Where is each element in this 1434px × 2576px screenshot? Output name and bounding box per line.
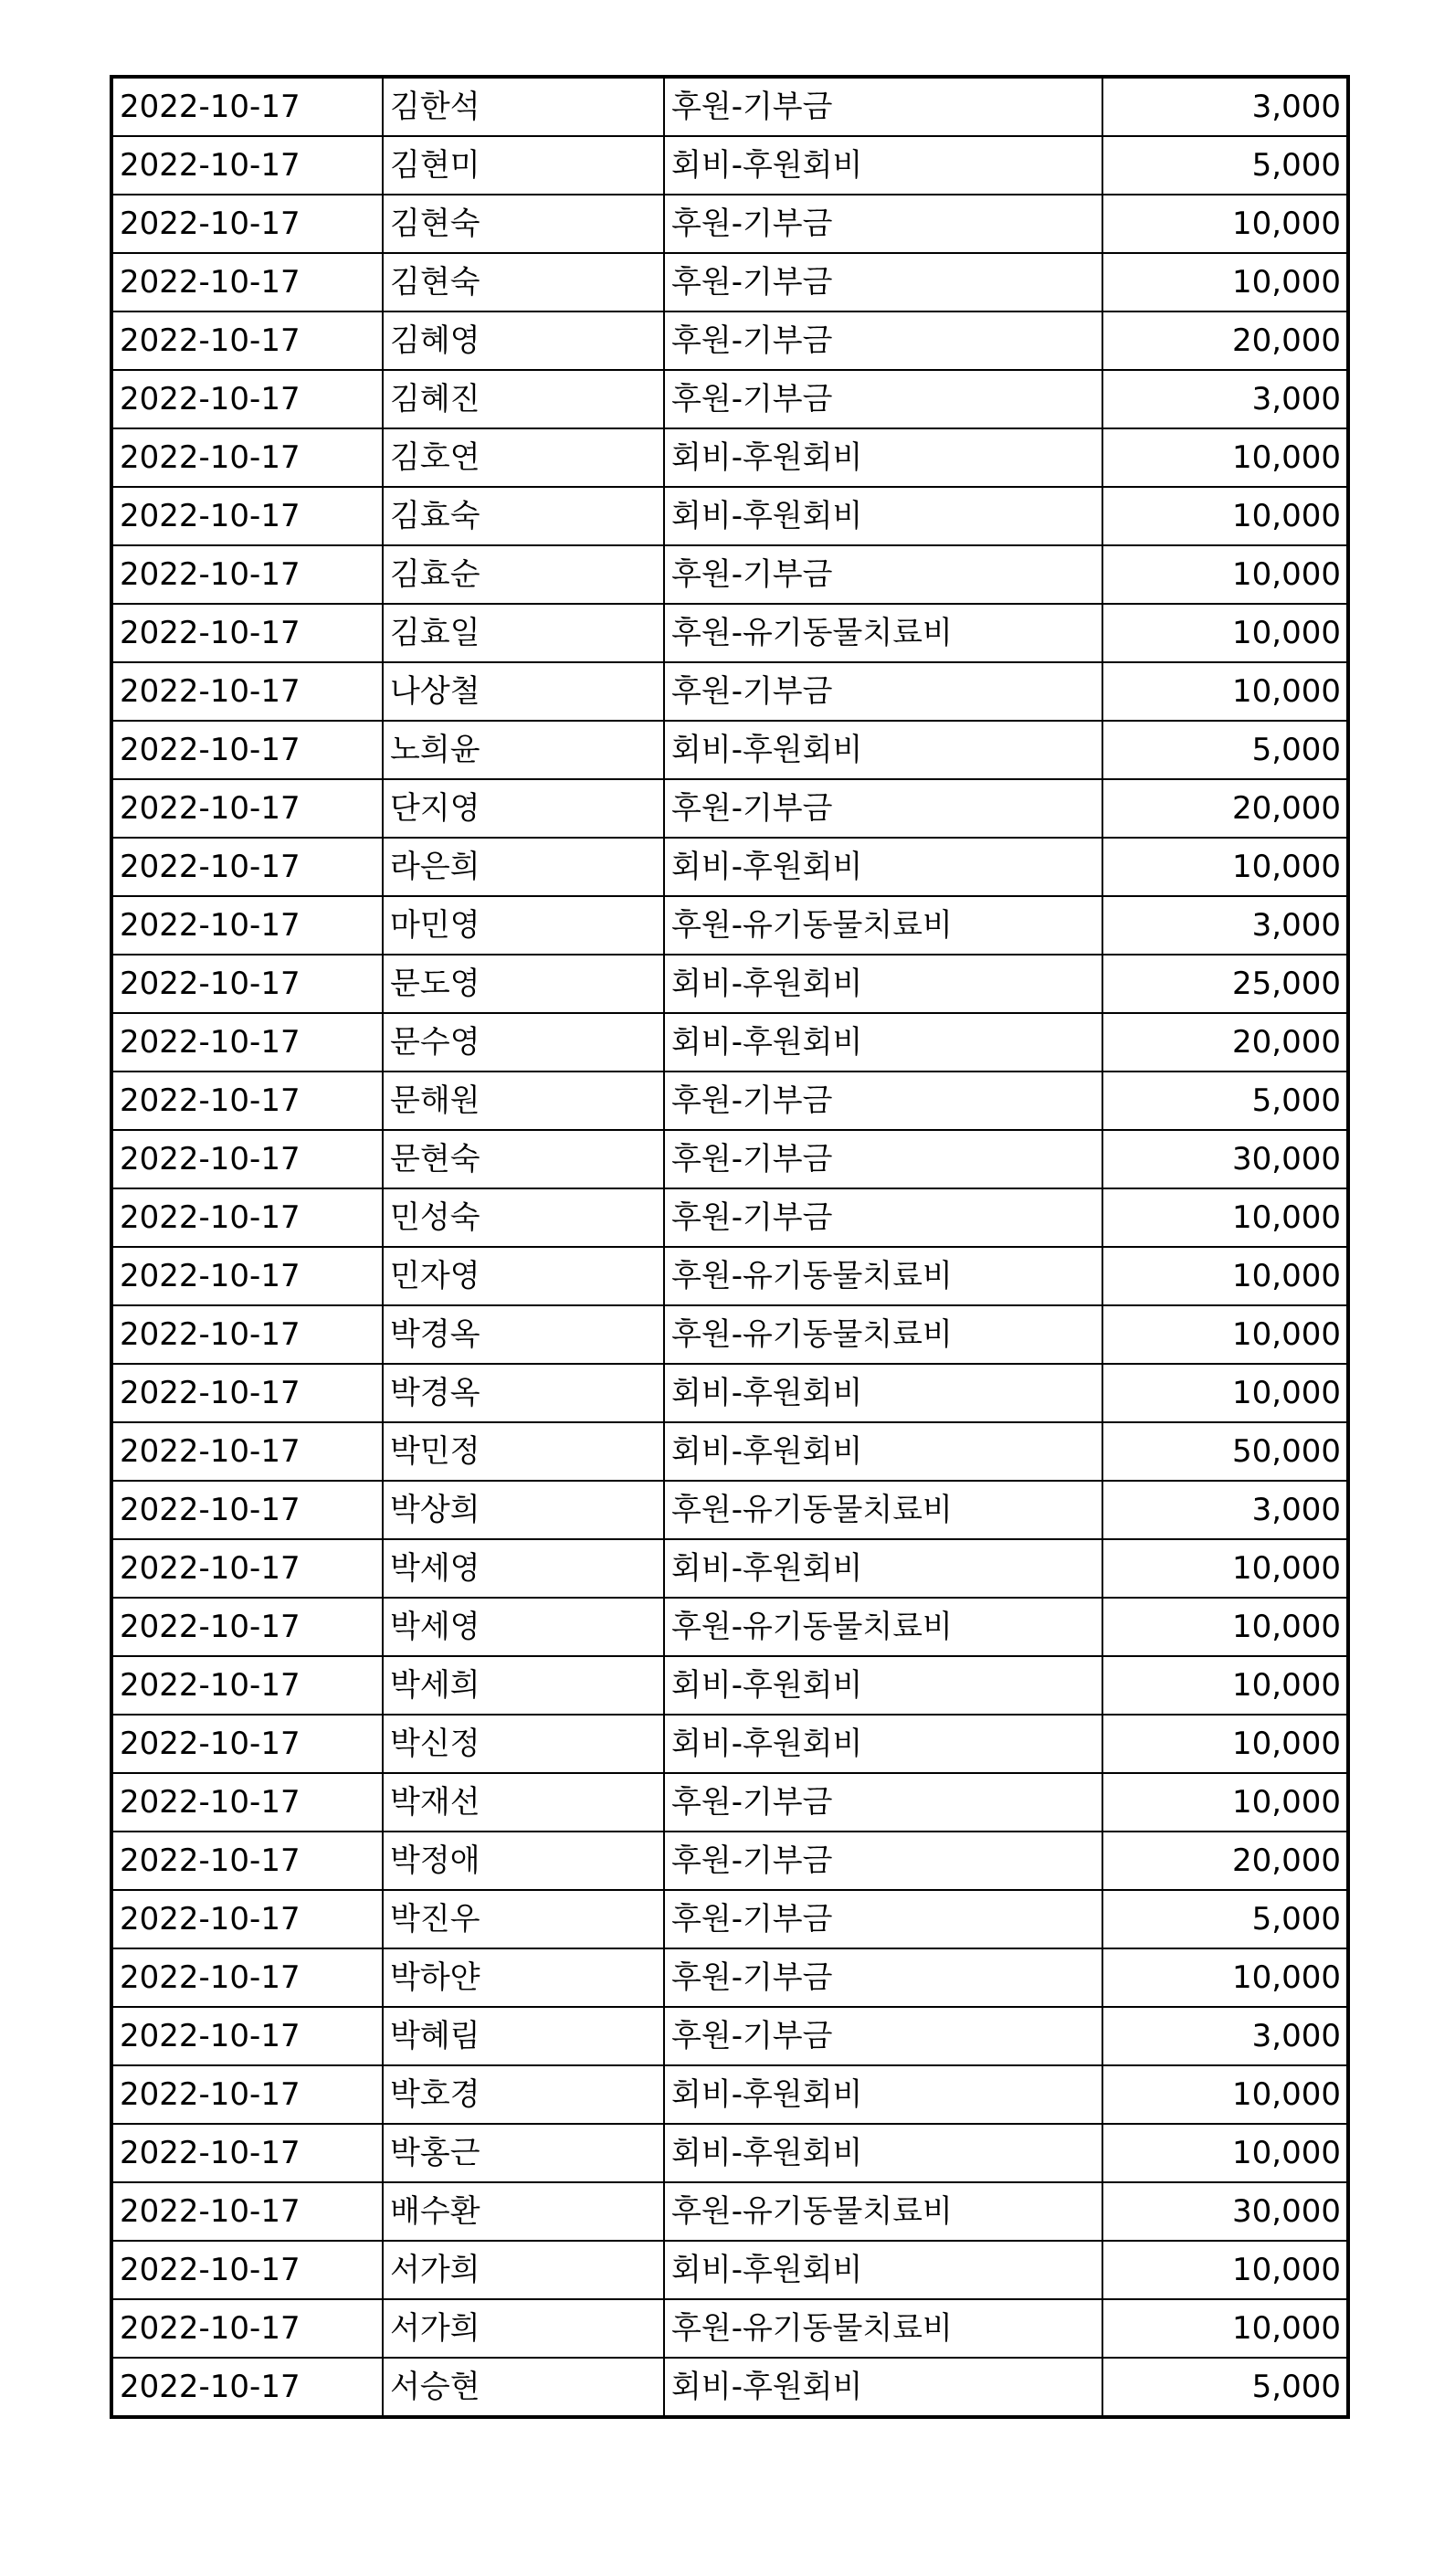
category-cell: 후원-유기동물치료비 — [664, 604, 1102, 662]
date-cell: 2022-10-17 — [111, 2299, 383, 2358]
category-cell: 회비-후원회비 — [664, 2358, 1102, 2417]
table-row — [111, 2358, 1348, 2417]
amount-cell: 20,000 — [1102, 779, 1348, 838]
category-cell: 회비-후원회비 — [664, 487, 1102, 545]
name-cell: 박정애 — [383, 1832, 664, 1890]
date-cell: 2022-10-17 — [111, 487, 383, 545]
category-cell: 후원-기부금 — [664, 779, 1102, 838]
amount-cell: 20,000 — [1102, 1013, 1348, 1072]
category-cell: 회비-후원회비 — [664, 1013, 1102, 1072]
name-cell: 민자영 — [383, 1247, 664, 1305]
name-cell: 박재선 — [383, 1773, 664, 1832]
table-row — [111, 1890, 1348, 1948]
category-cell: 후원-유기동물치료비 — [664, 1305, 1102, 1364]
donation-ledger-table — [110, 75, 1350, 2419]
amount-cell: 20,000 — [1102, 311, 1348, 370]
amount-cell: 10,000 — [1102, 604, 1348, 662]
category-cell: 회비-후원회비 — [664, 1364, 1102, 1422]
table-row — [111, 1773, 1348, 1832]
amount-cell: 10,000 — [1102, 2065, 1348, 2124]
name-cell: 박신정 — [383, 1715, 664, 1773]
category-cell: 회비-후원회비 — [664, 721, 1102, 779]
table-row — [111, 2182, 1348, 2241]
category-cell: 후원-기부금 — [664, 1890, 1102, 1948]
date-cell: 2022-10-17 — [111, 1481, 383, 1539]
table-row — [111, 1832, 1348, 1890]
date-cell: 2022-10-17 — [111, 1948, 383, 2007]
date-cell: 2022-10-17 — [111, 2241, 383, 2299]
date-cell: 2022-10-17 — [111, 1188, 383, 1247]
table-row — [111, 1539, 1348, 1598]
amount-cell: 5,000 — [1102, 2358, 1348, 2417]
category-cell: 후원-기부금 — [664, 77, 1102, 136]
table-row — [111, 1481, 1348, 1539]
category-cell: 후원-기부금 — [664, 370, 1102, 428]
date-cell: 2022-10-17 — [111, 1422, 383, 1481]
amount-cell: 10,000 — [1102, 428, 1348, 487]
name-cell: 단지영 — [383, 779, 664, 838]
date-cell: 2022-10-17 — [111, 1130, 383, 1188]
table-row — [111, 370, 1348, 428]
name-cell: 김현숙 — [383, 253, 664, 311]
table-row — [111, 2124, 1348, 2182]
category-cell: 회비-후원회비 — [664, 2241, 1102, 2299]
date-cell: 2022-10-17 — [111, 2358, 383, 2417]
date-cell: 2022-10-17 — [111, 253, 383, 311]
name-cell: 서가희 — [383, 2299, 664, 2358]
table-row — [111, 955, 1348, 1013]
category-cell: 후원-유기동물치료비 — [664, 896, 1102, 955]
amount-cell: 3,000 — [1102, 2007, 1348, 2065]
table-row — [111, 721, 1348, 779]
date-cell: 2022-10-17 — [111, 1656, 383, 1715]
name-cell: 박호경 — [383, 2065, 664, 2124]
name-cell: 노희윤 — [383, 721, 664, 779]
date-cell: 2022-10-17 — [111, 77, 383, 136]
category-cell: 후원-유기동물치료비 — [664, 1598, 1102, 1656]
date-cell: 2022-10-17 — [111, 1247, 383, 1305]
name-cell: 김혜영 — [383, 311, 664, 370]
amount-cell: 3,000 — [1102, 77, 1348, 136]
category-cell: 회비-후원회비 — [664, 1539, 1102, 1598]
date-cell: 2022-10-17 — [111, 779, 383, 838]
date-cell: 2022-10-17 — [111, 721, 383, 779]
amount-cell: 10,000 — [1102, 2241, 1348, 2299]
date-cell: 2022-10-17 — [111, 1072, 383, 1130]
name-cell: 라은희 — [383, 838, 664, 896]
category-cell: 후원-기부금 — [664, 1948, 1102, 2007]
category-cell: 회비-후원회비 — [664, 955, 1102, 1013]
table-row — [111, 2299, 1348, 2358]
date-cell: 2022-10-17 — [111, 662, 383, 721]
amount-cell: 10,000 — [1102, 2124, 1348, 2182]
date-cell: 2022-10-17 — [111, 370, 383, 428]
category-cell: 후원-기부금 — [664, 311, 1102, 370]
name-cell: 박세희 — [383, 1656, 664, 1715]
table-row — [111, 1188, 1348, 1247]
category-cell: 회비-후원회비 — [664, 1422, 1102, 1481]
category-cell: 후원-기부금 — [664, 1188, 1102, 1247]
name-cell: 서승현 — [383, 2358, 664, 2417]
category-cell: 후원-유기동물치료비 — [664, 1481, 1102, 1539]
date-cell: 2022-10-17 — [111, 311, 383, 370]
date-cell: 2022-10-17 — [111, 1305, 383, 1364]
date-cell: 2022-10-17 — [111, 1890, 383, 1948]
name-cell: 김효숙 — [383, 487, 664, 545]
name-cell: 박진우 — [383, 1890, 664, 1948]
date-cell: 2022-10-17 — [111, 1773, 383, 1832]
category-cell: 회비-후원회비 — [664, 1656, 1102, 1715]
amount-cell: 10,000 — [1102, 662, 1348, 721]
name-cell: 박세영 — [383, 1539, 664, 1598]
name-cell: 마민영 — [383, 896, 664, 955]
table-row — [111, 1305, 1348, 1364]
amount-cell: 10,000 — [1102, 1247, 1348, 1305]
ledger-body — [111, 77, 1348, 2417]
category-cell: 회비-후원회비 — [664, 2124, 1102, 2182]
category-cell: 회비-후원회비 — [664, 838, 1102, 896]
amount-cell: 5,000 — [1102, 1072, 1348, 1130]
amount-cell: 5,000 — [1102, 136, 1348, 195]
name-cell: 김효일 — [383, 604, 664, 662]
name-cell: 나상철 — [383, 662, 664, 721]
date-cell: 2022-10-17 — [111, 896, 383, 955]
date-cell: 2022-10-17 — [111, 1598, 383, 1656]
amount-cell: 10,000 — [1102, 1539, 1348, 1598]
category-cell: 회비-후원회비 — [664, 428, 1102, 487]
table-row — [111, 428, 1348, 487]
table-row — [111, 1364, 1348, 1422]
amount-cell: 5,000 — [1102, 721, 1348, 779]
category-cell: 후원-기부금 — [664, 1130, 1102, 1188]
date-cell: 2022-10-17 — [111, 1013, 383, 1072]
table-row — [111, 253, 1348, 311]
name-cell: 김현미 — [383, 136, 664, 195]
category-cell: 후원-유기동물치료비 — [664, 2299, 1102, 2358]
amount-cell: 50,000 — [1102, 1422, 1348, 1481]
name-cell: 박상희 — [383, 1481, 664, 1539]
table-row — [111, 195, 1348, 253]
table-row — [111, 1422, 1348, 1481]
date-cell: 2022-10-17 — [111, 1715, 383, 1773]
date-cell: 2022-10-17 — [111, 2065, 383, 2124]
name-cell: 박경옥 — [383, 1364, 664, 1422]
date-cell: 2022-10-17 — [111, 1539, 383, 1598]
date-cell: 2022-10-17 — [111, 955, 383, 1013]
category-cell: 후원-기부금 — [664, 662, 1102, 721]
amount-cell: 10,000 — [1102, 2299, 1348, 2358]
table-row — [111, 1130, 1348, 1188]
amount-cell: 10,000 — [1102, 487, 1348, 545]
name-cell: 문수영 — [383, 1013, 664, 1072]
date-cell: 2022-10-17 — [111, 2182, 383, 2241]
name-cell: 민성숙 — [383, 1188, 664, 1247]
category-cell: 후원-기부금 — [664, 253, 1102, 311]
table-row — [111, 1656, 1348, 1715]
category-cell: 후원-기부금 — [664, 545, 1102, 604]
amount-cell: 30,000 — [1102, 1130, 1348, 1188]
name-cell: 문도영 — [383, 955, 664, 1013]
table-row — [111, 779, 1348, 838]
table-row — [111, 838, 1348, 896]
amount-cell: 3,000 — [1102, 896, 1348, 955]
category-cell: 후원-기부금 — [664, 1832, 1102, 1890]
table-row — [111, 1715, 1348, 1773]
table-row — [111, 896, 1348, 955]
category-cell: 회비-후원회비 — [664, 2065, 1102, 2124]
date-cell: 2022-10-17 — [111, 604, 383, 662]
table-row — [111, 604, 1348, 662]
category-cell: 회비-후원회비 — [664, 1715, 1102, 1773]
table-row — [111, 487, 1348, 545]
amount-cell: 3,000 — [1102, 370, 1348, 428]
table-row — [111, 1247, 1348, 1305]
amount-cell: 10,000 — [1102, 195, 1348, 253]
table-row — [111, 1948, 1348, 2007]
name-cell: 박홍근 — [383, 2124, 664, 2182]
name-cell: 박민정 — [383, 1422, 664, 1481]
name-cell: 박경옥 — [383, 1305, 664, 1364]
date-cell: 2022-10-17 — [111, 136, 383, 195]
category-cell: 후원-기부금 — [664, 1072, 1102, 1130]
amount-cell: 10,000 — [1102, 1656, 1348, 1715]
category-cell: 후원-유기동물치료비 — [664, 1247, 1102, 1305]
amount-cell: 10,000 — [1102, 1598, 1348, 1656]
table-row — [111, 136, 1348, 195]
name-cell: 배수환 — [383, 2182, 664, 2241]
table-row — [111, 545, 1348, 604]
category-cell: 후원-기부금 — [664, 195, 1102, 253]
date-cell: 2022-10-17 — [111, 195, 383, 253]
amount-cell: 3,000 — [1102, 1481, 1348, 1539]
date-cell: 2022-10-17 — [111, 428, 383, 487]
table-row — [111, 1072, 1348, 1130]
date-cell: 2022-10-17 — [111, 838, 383, 896]
amount-cell: 10,000 — [1102, 1305, 1348, 1364]
category-cell: 후원-기부금 — [664, 2007, 1102, 2065]
amount-cell: 20,000 — [1102, 1832, 1348, 1890]
name-cell: 문해원 — [383, 1072, 664, 1130]
amount-cell: 10,000 — [1102, 253, 1348, 311]
table-row — [111, 2241, 1348, 2299]
name-cell: 김혜진 — [383, 370, 664, 428]
table-row — [111, 1013, 1348, 1072]
amount-cell: 10,000 — [1102, 838, 1348, 896]
amount-cell: 10,000 — [1102, 545, 1348, 604]
name-cell: 김효순 — [383, 545, 664, 604]
name-cell: 김호연 — [383, 428, 664, 487]
amount-cell: 10,000 — [1102, 1715, 1348, 1773]
name-cell: 박하얀 — [383, 1948, 664, 2007]
date-cell: 2022-10-17 — [111, 545, 383, 604]
name-cell: 박혜림 — [383, 2007, 664, 2065]
name-cell: 김현숙 — [383, 195, 664, 253]
name-cell: 김한석 — [383, 77, 664, 136]
category-cell: 회비-후원회비 — [664, 136, 1102, 195]
table-row — [111, 77, 1348, 136]
date-cell: 2022-10-17 — [111, 2007, 383, 2065]
amount-cell: 10,000 — [1102, 1948, 1348, 2007]
amount-cell: 10,000 — [1102, 1188, 1348, 1247]
amount-cell: 30,000 — [1102, 2182, 1348, 2241]
amount-cell: 10,000 — [1102, 1364, 1348, 1422]
table-row — [111, 311, 1348, 370]
date-cell: 2022-10-17 — [111, 1832, 383, 1890]
table-row — [111, 662, 1348, 721]
date-cell: 2022-10-17 — [111, 2124, 383, 2182]
table-row — [111, 2065, 1348, 2124]
category-cell: 후원-유기동물치료비 — [664, 2182, 1102, 2241]
name-cell: 문현숙 — [383, 1130, 664, 1188]
table-row — [111, 1598, 1348, 1656]
amount-cell: 25,000 — [1102, 955, 1348, 1013]
name-cell: 박세영 — [383, 1598, 664, 1656]
table-row — [111, 2007, 1348, 2065]
category-cell: 후원-기부금 — [664, 1773, 1102, 1832]
amount-cell: 10,000 — [1102, 1773, 1348, 1832]
amount-cell: 5,000 — [1102, 1890, 1348, 1948]
date-cell: 2022-10-17 — [111, 1364, 383, 1422]
name-cell: 서가희 — [383, 2241, 664, 2299]
